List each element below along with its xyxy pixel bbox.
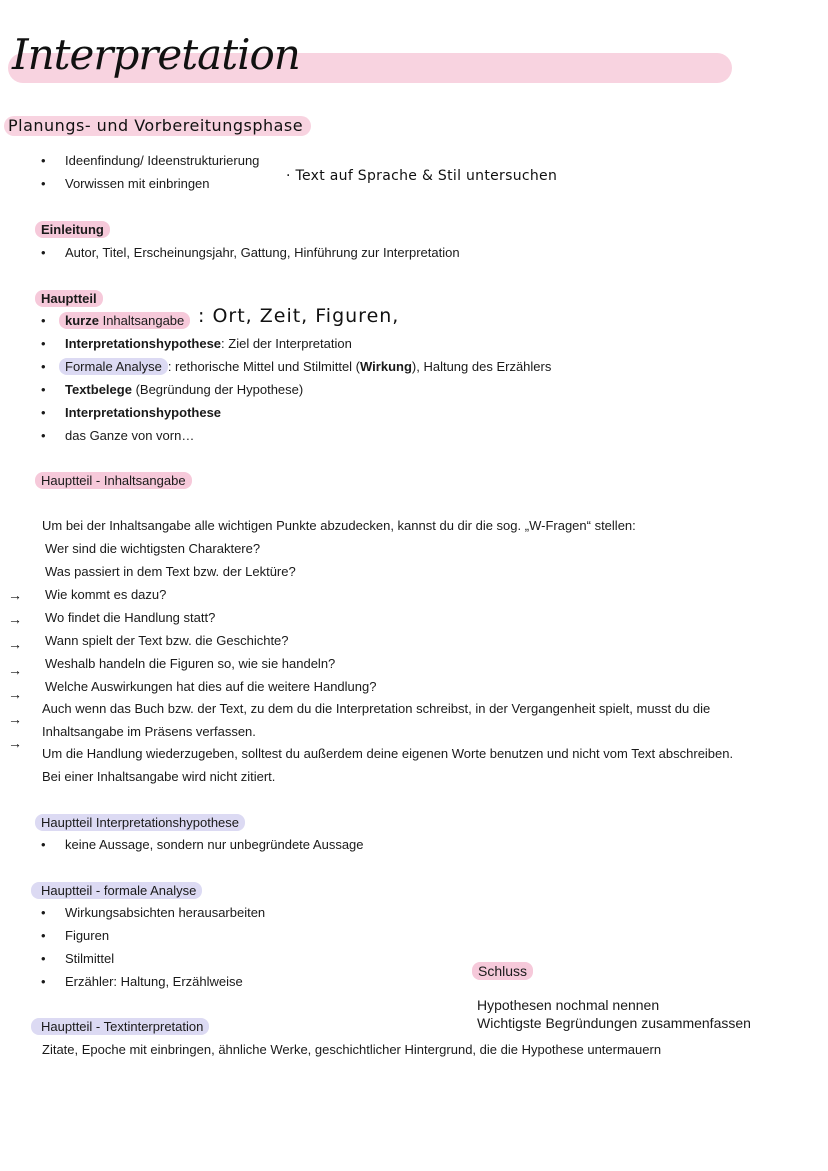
- w-question: Weshalb handeln die Figuren so, wie sie handeln?: [45, 656, 336, 671]
- arrow-icon: →: [8, 686, 22, 702]
- bullet: •: [41, 837, 46, 852]
- hauptteil-heading: Hauptteil: [35, 290, 103, 307]
- item-text: Inhaltsangabe: [98, 313, 185, 328]
- bullet: •: [41, 153, 46, 168]
- schluss-line: Hypothesen nochmal nennen: [477, 997, 660, 1013]
- arrow-icon: →: [8, 735, 22, 751]
- inhaltsangabe-heading: Hauptteil - Inhaltsangabe: [35, 472, 192, 489]
- planning-item: Ideenfindung/ Ideenstrukturierung: [65, 153, 260, 168]
- inhaltsangabe-intro: Um bei der Inhaltsangabe alle wichtigen Punkte abzudecken, kannst du dir die sog. „W-Fragen“ stellen:: [42, 518, 636, 533]
- bullet: •: [41, 336, 46, 351]
- w-question: Was passiert in dem Text bzw. der Lektüre?: [45, 564, 296, 579]
- formal-item: Figuren: [65, 928, 110, 943]
- bullet: •: [41, 928, 46, 943]
- inhaltsangabe-text: Um die Handlung wiederzugeben, solltest du außerdem deine eigenen Worte benutzen und nicht vom Text abschreiben.: [42, 746, 734, 761]
- inhaltsangabe-text: Auch wenn das Buch bzw. der Text, zu dem du die Interpretation schreibst, in der Vergangenheit spielt, musst du die: [42, 701, 711, 716]
- planning-heading: Planungs- und Vorbereitungsphase: [4, 116, 311, 136]
- w-question: Wann spielt der Text bzw. die Geschichte?: [45, 633, 289, 648]
- item-bold: Interpretationshypothese: [65, 336, 222, 351]
- w-question: Wie kommt es dazu?: [45, 587, 167, 602]
- item-text: : Ziel der Interpretation: [221, 336, 352, 351]
- arrow-icon: →: [8, 662, 22, 678]
- bullet: •: [41, 359, 46, 374]
- inhaltsangabe-text: Bei einer Inhaltsangabe wird nicht zitiert.: [42, 769, 276, 784]
- formal-item: Erzähler: Haltung, Erzählweise: [65, 974, 243, 989]
- planning-item: Vorwissen mit einbringen: [65, 176, 210, 191]
- hypothese-item: keine Aussage, sondern nur unbegründete Aussage: [65, 837, 364, 852]
- arrow-icon: →: [8, 711, 22, 727]
- hauptteil-item: [65, 382, 303, 397]
- bullet: •: [41, 974, 46, 989]
- arrow-icon: →: [8, 587, 22, 603]
- hauptteil-item: [65, 405, 221, 420]
- bullet: •: [41, 382, 46, 397]
- item-bold: Wirkung: [360, 359, 412, 374]
- hauptteil-item: [65, 359, 551, 374]
- bullet: •: [41, 951, 46, 966]
- arrow-icon: →: [8, 636, 22, 652]
- formal-item: Stilmittel: [65, 951, 115, 966]
- hauptteil-item: das Ganze von vorn…: [65, 428, 195, 443]
- einleitung-heading: Einleitung: [35, 221, 110, 238]
- item-bold: Textbelege: [65, 382, 132, 397]
- hauptteil-handnote: : Ort, Zeit, Figuren,: [198, 305, 400, 327]
- page-title: Interpretation: [12, 30, 300, 79]
- einleitung-item: Autor, Titel, Erscheinungsjahr, Gattung, Hinführung zur Interpretation: [65, 245, 460, 260]
- bullet: •: [41, 245, 46, 260]
- w-question: Wo findet die Handlung statt?: [45, 610, 216, 625]
- bullet: •: [41, 905, 46, 920]
- textinterpretation-text: Zitate, Epoche mit einbringen, ähnliche Werke, geschichtlicher Hintergrund, die die Hypothese untermauern: [42, 1042, 662, 1057]
- item-text: (Begründung der Hypothese): [131, 382, 304, 397]
- bullet: •: [41, 176, 46, 191]
- textinterpretation-heading: Hauptteil - Textinterpretation: [31, 1018, 209, 1035]
- item-bold: Interpretationshypothese: [65, 405, 222, 420]
- inhaltsangabe-text: Inhaltsangabe im Präsens verfassen.: [42, 724, 256, 739]
- arrow-icon: →: [8, 611, 22, 627]
- hauptteil-item: [65, 336, 352, 351]
- formal-heading: Hauptteil - formale Analyse: [31, 882, 202, 899]
- bullet: •: [41, 428, 46, 443]
- hypothese-heading: Hauptteil Interpretationshypothese: [35, 814, 245, 831]
- w-question: Wer sind die wichtigsten Charaktere?: [45, 541, 261, 556]
- item-bold: kurze: [65, 313, 99, 328]
- hauptteil-item-inhaltsangabe: [59, 312, 190, 329]
- bullet: •: [41, 405, 46, 420]
- item-text: ), Haltung des Erzählers: [411, 359, 552, 374]
- item-highlight: Formale Analyse: [59, 358, 168, 375]
- schluss-heading: Schluss: [472, 962, 533, 980]
- bullet: •: [41, 313, 46, 328]
- planning-handnote: · Text auf Sprache & Stil untersuchen: [286, 168, 558, 184]
- item-text: : rethorische Mittel und Stilmittel (: [167, 359, 361, 374]
- w-question: Welche Auswirkungen hat dies auf die weitere Handlung?: [45, 679, 377, 694]
- formal-item: Wirkungsabsichten herausarbeiten: [65, 905, 266, 920]
- schluss-line: Wichtigste Begründungen zusammenfassen: [477, 1015, 751, 1031]
